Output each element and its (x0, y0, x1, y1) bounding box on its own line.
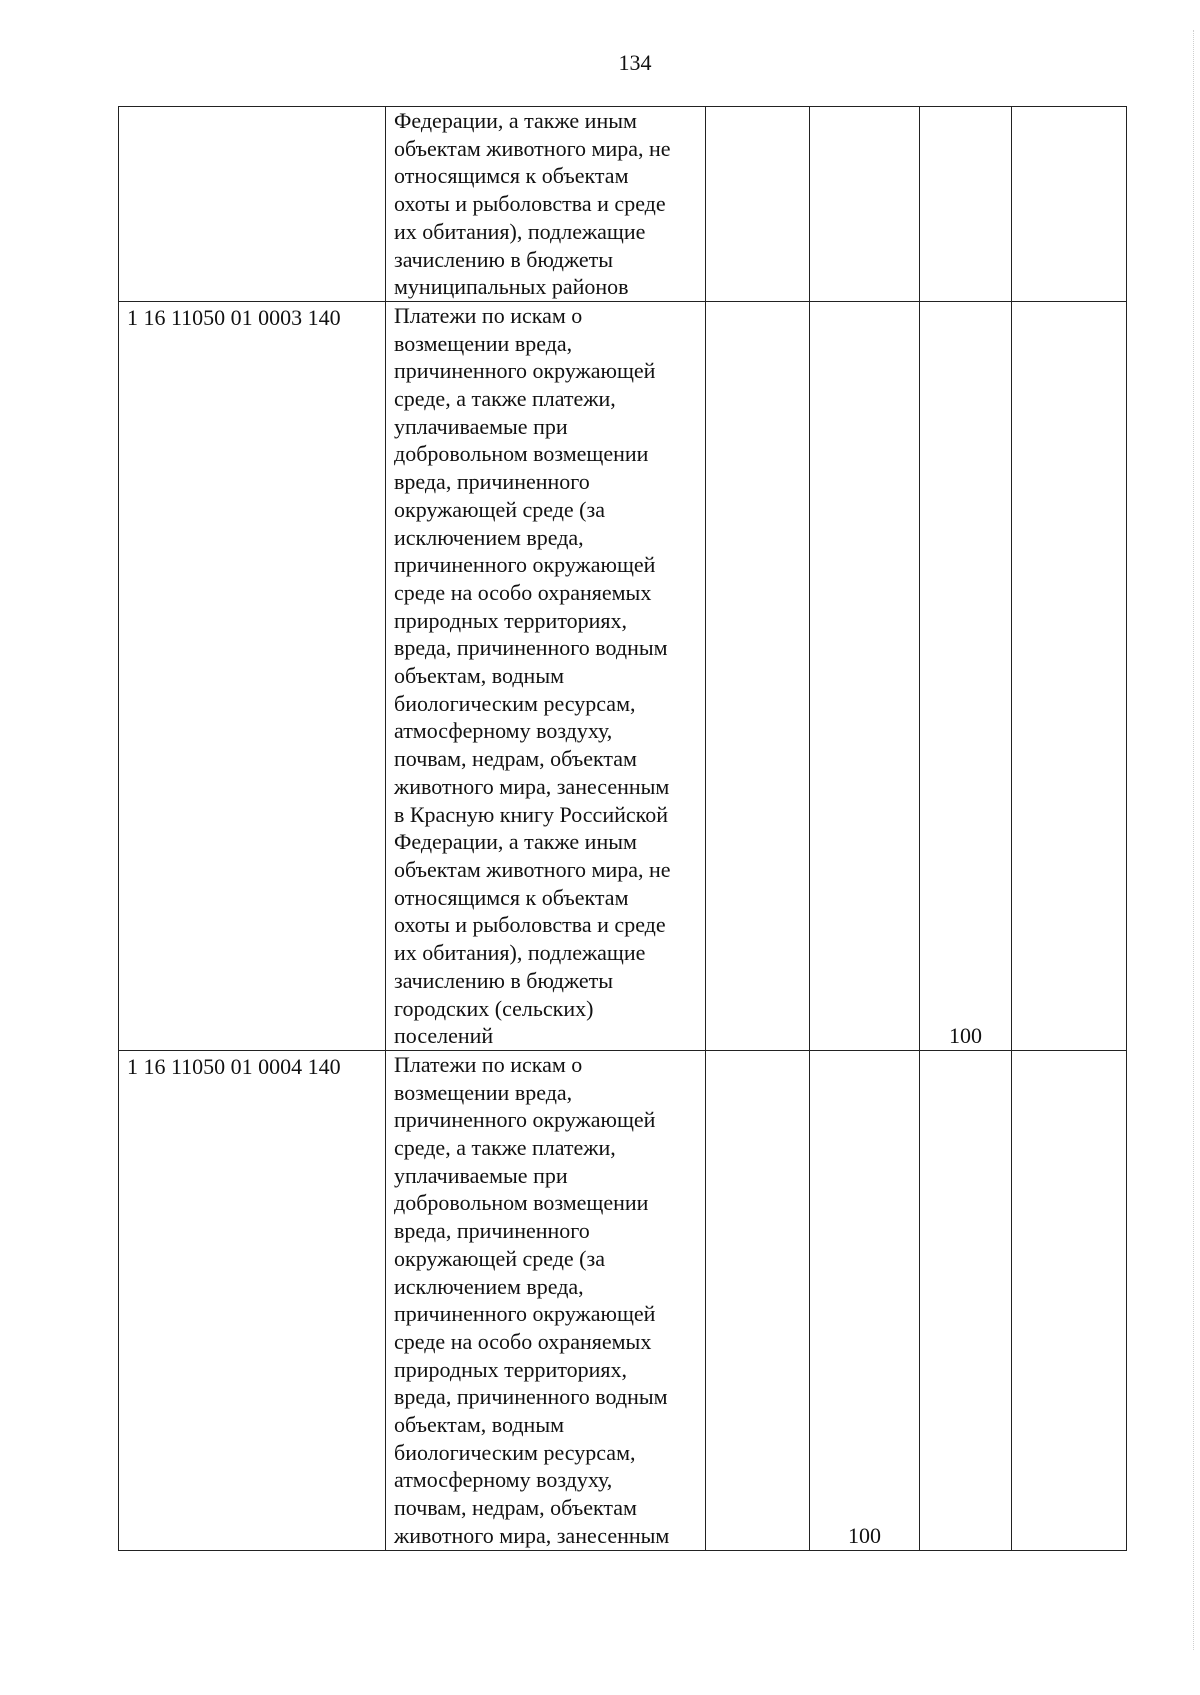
description-line: почвам, недрам, объектам (394, 1495, 637, 1521)
description-line: добровольном возмещении (394, 441, 649, 467)
description-line: окружающей среде (за (394, 1245, 605, 1271)
value-cell-col6 (1012, 1050, 1127, 1550)
description-line: объектам животного мира, не (394, 135, 671, 161)
description-line: Федерации, а также иным (394, 829, 637, 855)
table-row (119, 1050, 1127, 1550)
description-line: окружающей среде (за (394, 496, 605, 522)
description-line: вреда, причиненного водным (394, 635, 668, 661)
description-line: биологическим ресурсам, (394, 690, 636, 716)
revenue-table (118, 106, 1127, 1551)
description-line: животного мира, занесенным (394, 1522, 670, 1548)
description-line: Платежи по искам о (394, 1051, 583, 1077)
description-line: объектам, водным (394, 1412, 565, 1438)
budget-code-cell: 1 16 11050 01 0004 140 (119, 1050, 386, 1550)
budget-code-cell: 1 16 11050 01 0003 140 (119, 301, 386, 1050)
description-cell (386, 301, 706, 1050)
description-cell (386, 107, 706, 302)
description-line: их обитания), подлежащие (394, 218, 646, 244)
description-line: возмещении вреда, (394, 1079, 573, 1105)
description-line: вреда, причиненного водным (394, 1384, 668, 1410)
value-cell-col6 (1012, 301, 1127, 1050)
description-line: Платежи по искам о (394, 302, 583, 328)
description-line: причиненного окружающей (394, 552, 656, 578)
description-line: объектам, водным (394, 663, 565, 689)
description-cell (386, 1050, 706, 1550)
description-line: относящимся к объектам (394, 163, 629, 189)
scan-edge-artifact (1191, 30, 1194, 1650)
description-line: причиненного окружающей (394, 358, 656, 384)
value-cell-col4: 100 (810, 1050, 920, 1550)
value-cell-col6 (1012, 107, 1127, 302)
description-line: природных территориях, (394, 1356, 628, 1382)
description-line: животного мира, занесенным (394, 773, 670, 799)
value-cell-col3 (706, 1050, 810, 1550)
description-line: среде, а также платежи, (394, 386, 616, 412)
description-line: вреда, причиненного (394, 469, 590, 495)
description-line: зачислению в бюджеты (394, 967, 614, 993)
description-line: атмосферному воздуху, (394, 718, 613, 744)
description-line: среде на особо охраняемых (394, 1328, 652, 1354)
description-line: атмосферному воздуху, (394, 1467, 613, 1493)
table-row (119, 107, 1127, 302)
description-line: среде, а также платежи, (394, 1135, 616, 1161)
description-line: относящимся к объектам (394, 884, 629, 910)
table-body (119, 107, 1127, 1551)
description-line: исключением вреда, (394, 1273, 584, 1299)
description-line: уплачиваемые при (394, 413, 568, 439)
description-line: вреда, причиненного (394, 1218, 590, 1244)
description-line: исключением вреда, (394, 524, 584, 550)
description-line: природных территориях, (394, 607, 628, 633)
description-line: возмещении вреда, (394, 330, 573, 356)
description-line: охоты и рыболовства и среде (394, 191, 666, 217)
page-number: 134 (618, 50, 652, 75)
table-row (119, 301, 1127, 1050)
value-cell-col3 (706, 301, 810, 1050)
description-line: зачислению в бюджеты (394, 246, 614, 272)
description-line: причиненного окружающей (394, 1107, 656, 1133)
description-line: почвам, недрам, объектам (394, 746, 637, 772)
value-cell-col5 (920, 1050, 1012, 1550)
description-line: их обитания), подлежащие (394, 940, 646, 966)
description-line: причиненного окружающей (394, 1301, 656, 1327)
description-line: городских (сельских) (394, 995, 594, 1021)
value-cell-col4 (810, 107, 920, 302)
description-line: биологическим ресурсам, (394, 1439, 636, 1465)
value-cell-col5: 100 (920, 301, 1012, 1050)
description-line: добровольном возмещении (394, 1190, 649, 1216)
description-line: уплачиваемые при (394, 1162, 568, 1188)
description-line: охоты и рыболовства и среде (394, 912, 666, 938)
description-line: поселений (394, 1023, 494, 1049)
description-line: Федерации, а также иным (394, 108, 637, 133)
budget-code-cell (119, 107, 386, 302)
description-line: муниципальных районов (394, 274, 629, 300)
value-cell-col3 (706, 107, 810, 302)
value-cell-col4 (810, 301, 920, 1050)
description-line: среде на особо охраняемых (394, 579, 652, 605)
value-cell-col5 (920, 107, 1012, 302)
description-line: в Красную книгу Российской (394, 801, 668, 827)
description-line: объектам животного мира, не (394, 856, 671, 882)
